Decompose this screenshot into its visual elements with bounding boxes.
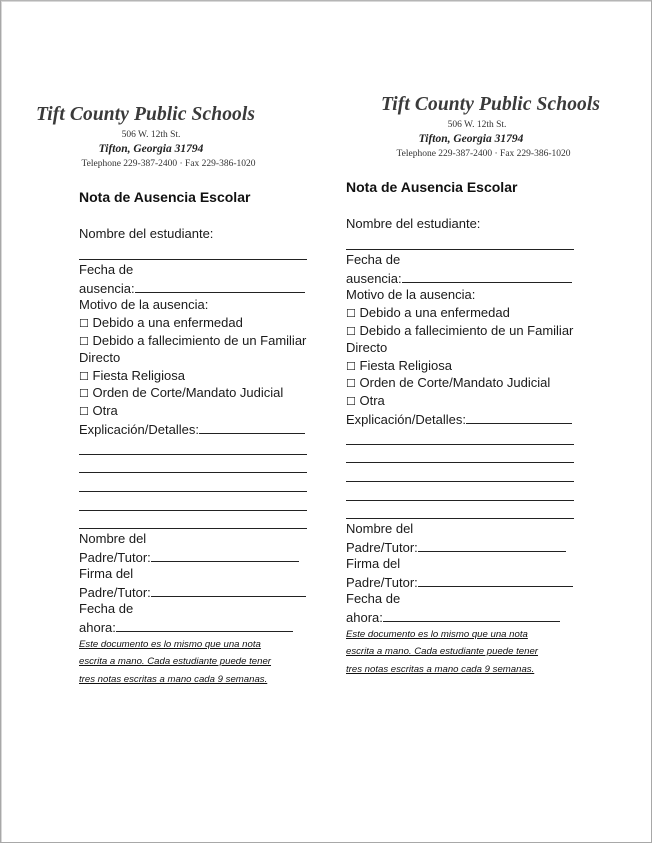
- explanation-line[interactable]: [346, 464, 574, 482]
- reason-option-religious[interactable]: ☐ Fiesta Religiosa: [346, 357, 452, 373]
- checkbox-icon[interactable]: ☐: [346, 359, 356, 373]
- checkbox-icon[interactable]: ☐: [79, 316, 89, 330]
- reason-option-illness[interactable]: ☐ Debido a una enfermedad: [346, 304, 510, 320]
- checkbox-icon[interactable]: ☐: [346, 394, 356, 408]
- parent-signature-field[interactable]: [151, 583, 306, 597]
- reason-option-bereavement[interactable]: ☐ Debido a fallecimiento de un Familiar: [346, 322, 574, 338]
- school-contact: Telephone 229-387-2400 · Fax 229-386-1020: [396, 149, 571, 159]
- form-title: Nota de Ausencia Escolar: [79, 189, 251, 205]
- student-name-label: Nombre del estudiante:: [79, 226, 214, 241]
- explanation-line[interactable]: [346, 483, 574, 501]
- school-name: Tift County Public Schools: [381, 94, 601, 115]
- student-name-label: Nombre del estudiante:: [346, 216, 481, 231]
- parent-signature-label: Firma del: [346, 556, 401, 572]
- student-name-field[interactable]: [346, 233, 574, 251]
- school-city: Tifton, Georgia 31794: [98, 143, 204, 155]
- checkbox-icon[interactable]: ☐: [346, 306, 356, 320]
- reason-option-court[interactable]: ☐ Orden de Corte/Mandato Judicial: [346, 375, 551, 391]
- school-name: Tift County Public Schools: [36, 104, 256, 125]
- explanation-label: Explicación/Detalles:: [346, 411, 466, 427]
- absence-date-field[interactable]: [402, 269, 572, 283]
- today-date-label: Fecha de: [346, 591, 401, 607]
- explanation-line[interactable]: [346, 502, 574, 520]
- parent-signature-field[interactable]: [418, 573, 573, 587]
- absence-date-label: Fecha de: [346, 252, 401, 268]
- reason-continuation: Directo: [79, 350, 121, 366]
- explanation-label: Explicación/Detalles:: [79, 421, 199, 437]
- absence-date-label-2: ausencia:: [346, 270, 402, 286]
- parent-name-label-2: Padre/Tutor:: [346, 539, 418, 555]
- parent-name-field[interactable]: [151, 548, 299, 562]
- checkbox-icon[interactable]: ☐: [79, 334, 89, 348]
- reason-option-religious[interactable]: ☐ Fiesta Religiosa: [79, 367, 185, 383]
- absence-date-field[interactable]: [135, 279, 305, 293]
- form-body: [79, 225, 307, 688]
- explanation-line[interactable]: [79, 512, 307, 530]
- parent-name-field[interactable]: [418, 538, 566, 552]
- absence-date-label-2: ausencia:: [79, 280, 135, 296]
- reason-label: Motivo de la ausencia:: [79, 297, 209, 313]
- student-name-field[interactable]: [79, 243, 307, 261]
- checkbox-icon[interactable]: ☐: [79, 387, 89, 401]
- parent-signature-label: Firma del: [79, 566, 134, 582]
- form-body: [346, 215, 574, 678]
- disclaimer-note: Este documento es lo mismo que una nota escrita a mano. Cada estudiante puede tener tres notas escritas a mano cada 9 semanas.: [79, 638, 272, 685]
- school-city: Tifton, Georgia 31794: [418, 133, 524, 145]
- parent-signature-label-2: Padre/Tutor:: [79, 584, 151, 600]
- school-address: 506 W. 12th St.: [121, 130, 181, 140]
- today-date-field[interactable]: [116, 618, 293, 632]
- checkbox-icon[interactable]: ☐: [79, 369, 89, 383]
- form-title: Nota de Ausencia Escolar: [346, 179, 518, 195]
- reason-option-other[interactable]: ☐ Otra: [79, 402, 118, 418]
- today-date-label-2: ahora:: [346, 610, 383, 626]
- explanation-field[interactable]: [466, 410, 572, 424]
- explanation-line[interactable]: [346, 427, 574, 445]
- checkbox-icon[interactable]: ☐: [346, 324, 356, 338]
- reason-option-other[interactable]: ☐ Otra: [346, 392, 385, 408]
- checkbox-icon[interactable]: ☐: [79, 404, 89, 418]
- school-contact: Telephone 229-387-2400 · Fax 229-386-1020: [81, 159, 256, 169]
- reason-option-bereavement[interactable]: ☐ Debido a fallecimiento de un Familiar: [79, 332, 307, 348]
- explanation-line[interactable]: [346, 446, 574, 464]
- reason-label: Motivo de la ausencia:: [346, 287, 476, 303]
- parent-name-label-2: Padre/Tutor:: [79, 549, 151, 565]
- explanation-line[interactable]: [79, 456, 307, 474]
- disclaimer-note: Este documento es lo mismo que una nota escrita a mano. Cada estudiante puede tener tres notas escritas a mano cada 9 semanas.: [346, 628, 539, 675]
- explanation-line[interactable]: [79, 474, 307, 492]
- absence-date-label: Fecha de: [79, 262, 134, 278]
- explanation-line[interactable]: [79, 493, 307, 511]
- explanation-field[interactable]: [199, 420, 305, 434]
- school-address: 506 W. 12th St.: [447, 120, 507, 130]
- reason-continuation: Directo: [346, 340, 388, 356]
- reason-option-court[interactable]: ☐ Orden de Corte/Mandato Judicial: [79, 385, 284, 401]
- parent-name-label: Nombre del: [346, 521, 414, 537]
- today-date-label-2: ahora:: [79, 620, 116, 636]
- today-date-label: Fecha de: [79, 601, 134, 617]
- explanation-line[interactable]: [79, 437, 307, 455]
- checkbox-icon[interactable]: ☐: [346, 377, 356, 391]
- parent-name-label: Nombre del: [79, 531, 147, 547]
- today-date-field[interactable]: [383, 608, 560, 622]
- reason-option-illness[interactable]: ☐ Debido a una enfermedad: [79, 314, 243, 330]
- parent-signature-label-2: Padre/Tutor:: [346, 574, 418, 590]
